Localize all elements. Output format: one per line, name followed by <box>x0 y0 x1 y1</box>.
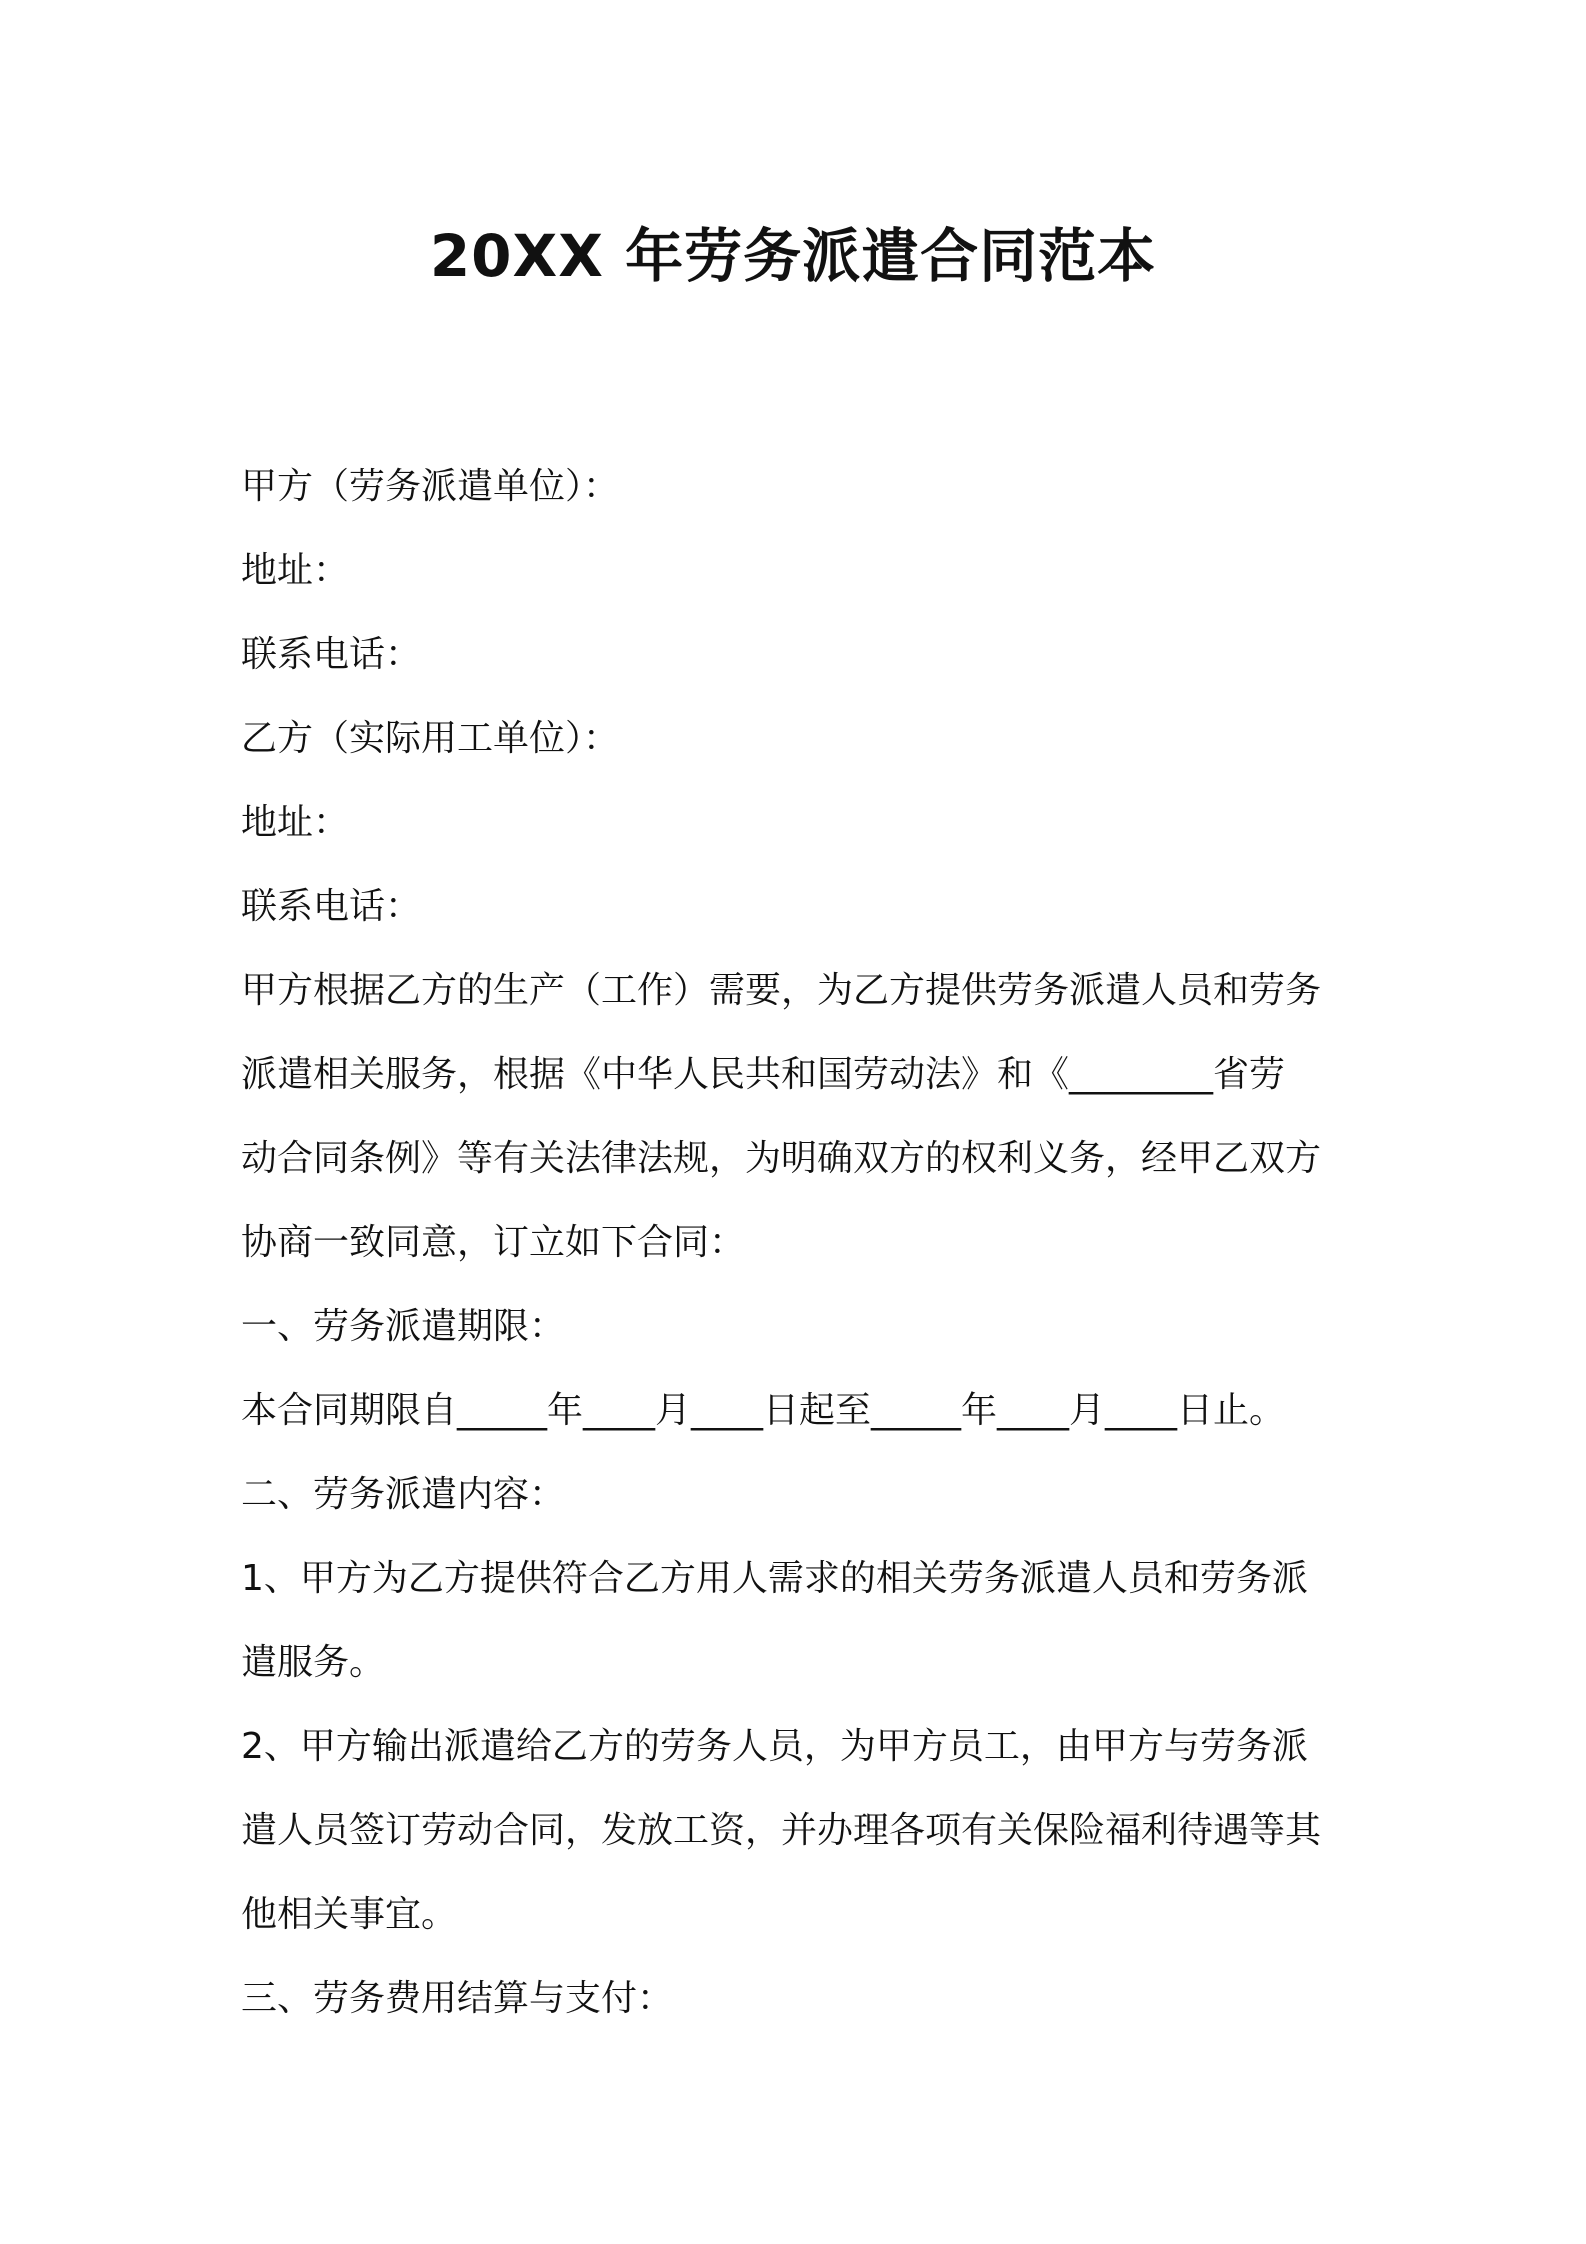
clause-line: 1、甲方为乙方提供符合乙方用人需求的相关劳务派遣人员和劳务派 <box>241 1558 1308 1599</box>
preamble-line: 协商一致同意，订立如下合同： <box>241 1222 746 1263</box>
document-title: 20XX 年劳务派遣合同范本 <box>429 222 1157 290</box>
section-heading: 一、劳务派遣期限： <box>241 1306 566 1347</box>
clause-line: 他相关事宜。 <box>241 1894 458 1935</box>
party-a-phone-label: 联系电话： <box>241 634 422 675</box>
contract-term-line: 本合同期限自_____年____月____日起至_____年____月____日止。 <box>241 1390 1286 1431</box>
clause-line: 遣人员签订劳动合同，发放工资，并办理各项有关保险福利待遇等其 <box>241 1810 1322 1851</box>
party-b-address-label: 地址： <box>241 802 350 843</box>
preamble-line: 甲方根据乙方的生产（工作）需要，为乙方提供劳务派遣人员和劳务 <box>241 970 1322 1011</box>
clause-line: 2、甲方输出派遣给乙方的劳务人员，为甲方员工，由甲方与劳务派 <box>241 1726 1308 1767</box>
section-heading: 二、劳务派遣内容： <box>241 1474 566 1515</box>
party-b-phone-label: 联系电话： <box>241 886 422 927</box>
party-a-label: 甲方（劳务派遣单位）： <box>241 466 620 507</box>
section-heading: 三、劳务费用结算与支付： <box>241 1978 674 2019</box>
party-b-label: 乙方（实际用工单位）： <box>241 718 620 759</box>
preamble-line: 动合同条例》等有关法律法规，为明确双方的权利义务，经甲乙双方 <box>241 1138 1322 1179</box>
preamble-line: 派遣相关服务，根据《中华人民共和国劳动法》和《________省劳 <box>241 1054 1286 1095</box>
party-a-address-label: 地址： <box>241 550 350 591</box>
clause-line: 遣服务。 <box>241 1642 386 1683</box>
document-body <box>241 445 1356 2041</box>
